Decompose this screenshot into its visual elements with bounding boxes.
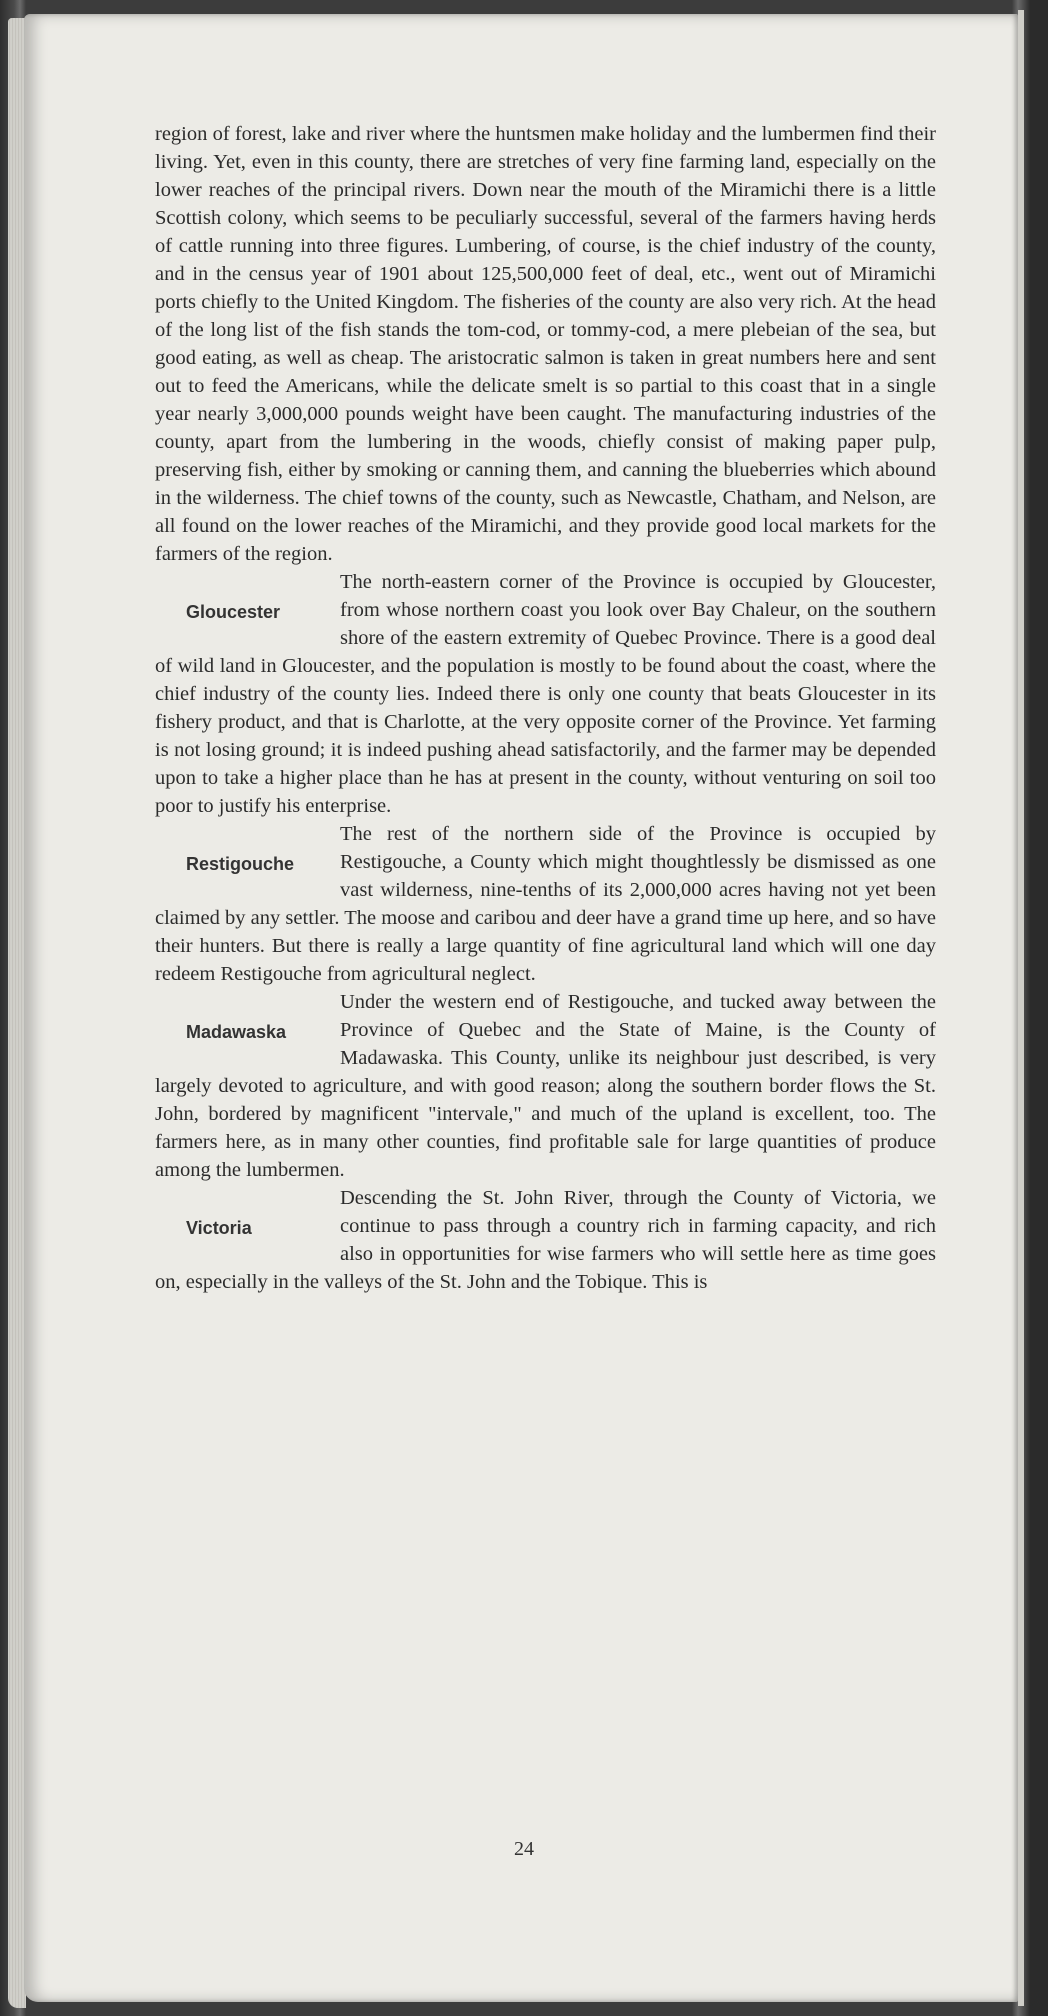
page-number: 24: [514, 1838, 534, 1860]
heading-victoria: Victoria: [186, 1218, 252, 1238]
heading-gloucester: Gloucester: [186, 602, 281, 622]
paragraph-restigouche: The rest of the northern side of the Province is occupied by Restigouche, a County which might thoughtlessly be dismissed as one vast wilderness, nine-tenths of its 2,000,000 acres having not yet been claimed by any settler. The moose and caribou and deer have a grand time up here, and so have their hunters. But there is really a large quantity of fine agricultural land which will one day redeem Restigouche from agricultural neglect.: [155, 823, 936, 985]
sidehead-madawaska: [155, 988, 340, 1072]
sidehead-restigouche: [155, 820, 340, 904]
paragraph-gloucester: The north-eastern corner of the Province is occupied by Gloucester, from whose northern coast you look over Bay Chaleur, on the southern shore of the eastern extremity of Quebec Province. There is a good deal of wild land in Gloucester, and the population is mostly to be found about the coast, where the chief industry of the county lies. Indeed there is only one county that beats Gloucester in its fishery product, and that is Charlotte, at the very opposite corner of the Province. Yet farming is not losing ground; it is indeed pushing ahead satisfactorily, and the farmer may be depended upon to take a higher place than he has at present in the county, without venturing on soil too poor to justify his enterprise.: [155, 571, 936, 817]
section-victoria: [155, 1184, 936, 1296]
section-restigouche: [155, 820, 936, 988]
section-madawaska: [155, 988, 936, 1184]
heading-restigouche: Restigouche: [186, 854, 295, 874]
page-body: [155, 120, 936, 1296]
paragraph-madawaska: Under the western end of Restigouche, and tucked away between the Province of Quebec and the State of Maine, is the County of Madawaska. This County, unlike its neighbour just described, is very largely devoted to agriculture, and with good reason; along the southern border flows the St. John, bordered by magnificent "intervale," and much of the upland is excellent, too. The farmers here, as in many other counties, find profitable sale for large quantities of produce among the lumbermen.: [155, 991, 936, 1181]
sidehead-victoria: [155, 1184, 340, 1268]
heading-madawaska: Madawaska: [186, 1022, 287, 1042]
section-gloucester: [155, 568, 936, 820]
binding-strip: [1018, 10, 1024, 2006]
intro-paragraph: region of forest, lake and river where the huntsmen make holiday and the lumbermen find their living. Yet, even in this county, there are stretches of very fine farming land, especially on the lower reaches of the principal rivers. Down near the mouth of the Miramichi there is a little Scottish colony, which seems to be peculiarly successful, several of the farmers having herds of cattle running into three figures. Lumbering, of course, is the chief industry of the county, and in the census year of 1901 about 125,500,000 feet of deal, etc., went out of Miramichi ports chiefly to the United Kingdom. The fisheries of the county are also very rich. At the head of the long list of the fish stands the tom-cod, or tommy-cod, a mere plebeian of the sea, but good eating, as well as cheap. The aristocratic salmon is taken in great numbers here and sent out to feed the Americans, while the delicate smelt is so partial to this coast that in a single year nearly 3,000,000 pounds weight have been caught. The manufacturing industries of the county, apart from the lumbering in the woods, chiefly consist of making paper pulp, preserving fish, either by smoking or canning them, and canning the blueberries which abound in the wilderness. The chief towns of the county, such as Newcastle, Chatham, and Nelson, are all found on the lower reaches of the Miramichi, and they provide good local markets for the farmers of the region.: [155, 123, 936, 565]
sidehead-gloucester: [155, 568, 340, 652]
paragraph-victoria: Descending the St. John River, through the County of Victoria, we continue to pass through a country rich in farming capacity, and rich also in opportunities for wise farmers who will settle here as time goes on, especially in the valleys of the St. John and the Tobique. This is: [155, 1187, 936, 1293]
